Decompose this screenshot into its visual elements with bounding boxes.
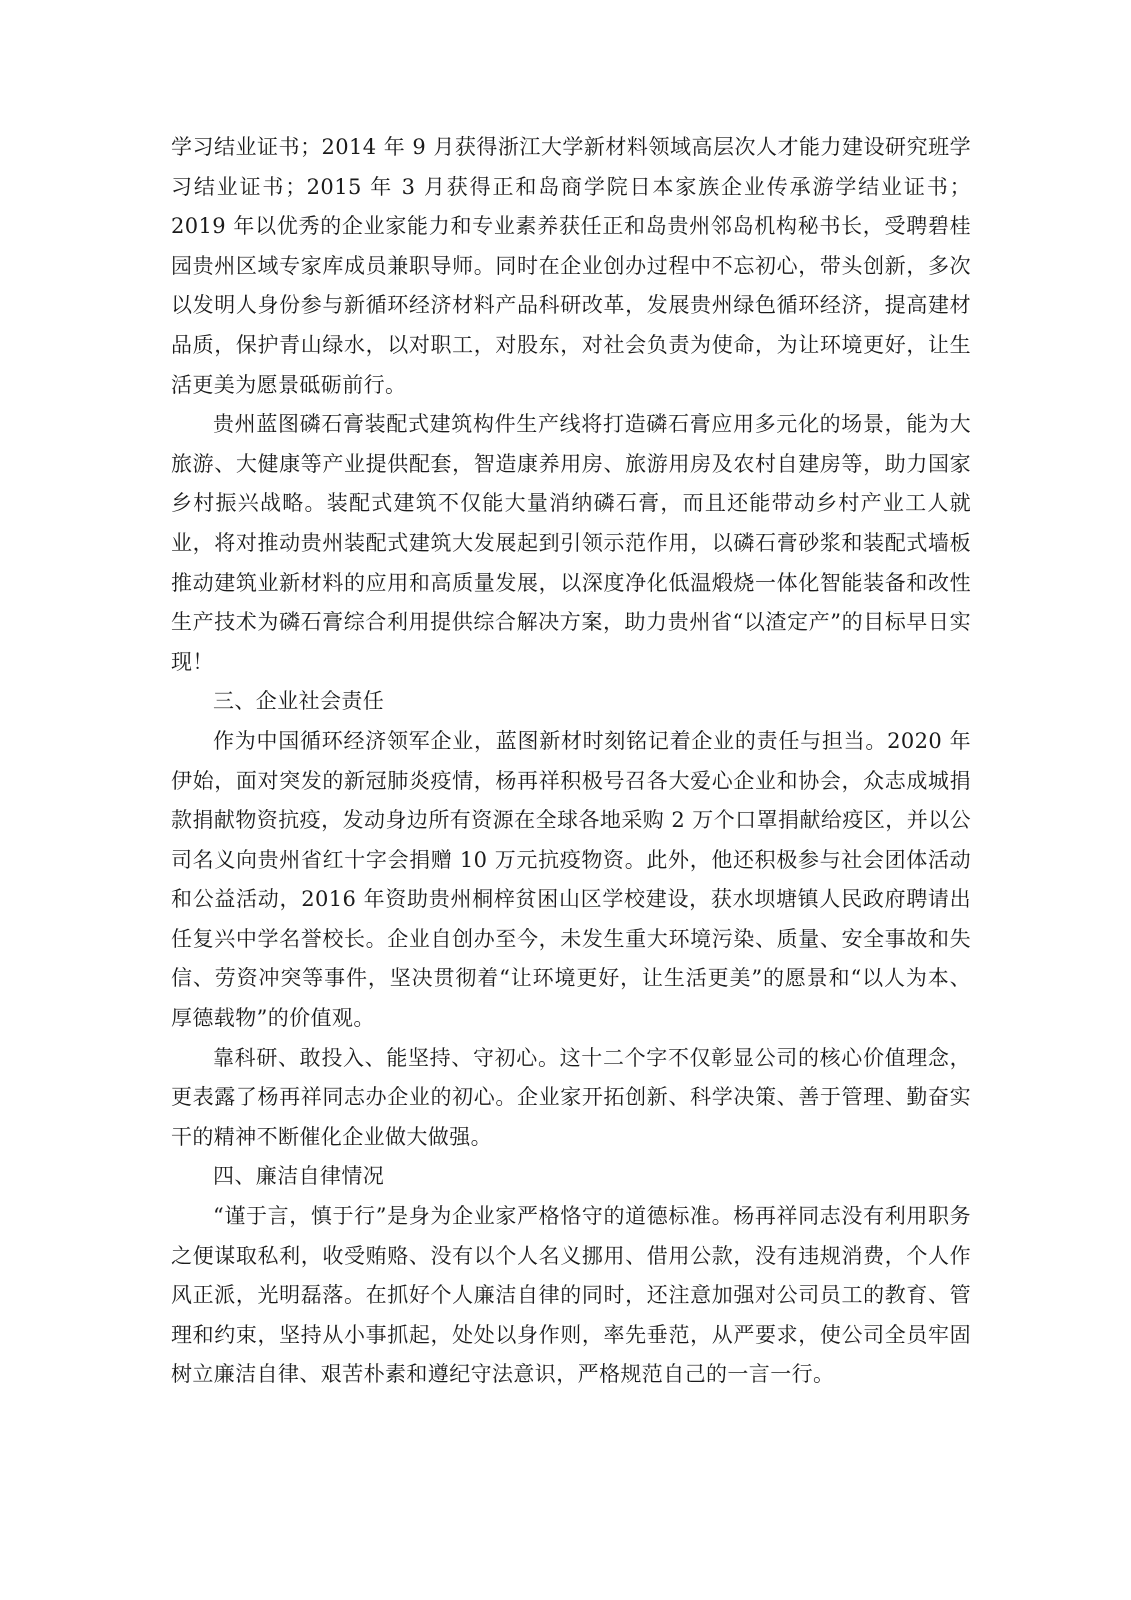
section-heading-social-responsibility: 三、企业社会责任 <box>213 689 385 714</box>
paragraph-integrity: “谨于言，慎于行”是身为企业家严格恪守的道德标准。杨再祥同志没有利用职务之便谋取私利，收受贿赂、没有以个人名义挪用、借用公款，没有违规消费，个人作风正派，光明磊落。在抓好个人廉洁自律的同时，还注意加强对公司员工的教育、管理和约束，坚持从小事抓起，处处以身作则，率先垂范，从严要求，使公司全员牢固树立廉洁自律、艰苦朴素和遵纪守法意识，严格规范自己的一言一行。 <box>171 1204 971 1387</box>
document-body <box>171 128 971 1395</box>
paragraph-production-line: 贵州蓝图磷石膏装配式建筑构件生产线将打造磷石膏应用多元化的场景，能为大旅游、大健康等产业提供配套，智造康养用房、旅游用房及农村自建房等，助力国家乡村振兴战略。装配式建筑不仅能大量消纳磷石膏，而且还能带动乡村产业工人就业，将对推动贵州装配式建筑大发展起到引领示范作用，以磷石膏砂浆和装配式墙板推动建筑业新材料的应用和高质量发展，以深度净化低温煅烧一体化智能装备和改性生产技术为磷石膏综合利用提供综合解决方案，助力贵州省“以渣定产”的目标早日实现！ <box>171 412 971 674</box>
section-heading-integrity: 四、廉洁自律情况 <box>213 1164 385 1189</box>
paragraph-core-values: 靠科研、敢投入、能坚持、守初心。这十二个字不仅彰显公司的核心价值理念，更表露了杨再祥同志办企业的初心。企业家开拓创新、科学决策、善于管理、勤奋实干的精神不断催化企业做大做强。 <box>171 1045 971 1149</box>
paragraph-social-responsibility: 作为中国循环经济领军企业，蓝图新材时刻铭记着企业的责任与担当。2020 年伊始，面对突发的新冠肺炎疫情，杨再祥积极号召各大爱心企业和协会，众志成城捐款捐献物资抗疫，发动身边所有资源在全球各地采购 2 万个口罩捐献给疫区，并以公司名义向贵州省红十字会捐赠 10 万元抗疫物资。此外，他还积极参与社会团体活动和公益活动，2016 年资助贵州桐梓贫困山区学校建设，获水坝塘镇人民政府聘请出任复兴中学名誉校长。企业自创办至今，未发生重大环境污染、质量、安全事故和失信、劳资冲突等事件，坚决贯彻着“让环境更好，让生活更美”的愿景和“以人为本、厚德载物”的价值观。 <box>171 728 971 1031</box>
paragraph-continuation: 学习结业证书；2014 年 9 月获得浙江大学新材料领域高层次人才能力建设研究班学习结业证书；2015 年 3 月获得正和岛商学院日本家族企业传承游学结业证书；2019 年以优秀的企业家能力和专业素养获任正和岛贵州邻岛机构秘书长，受聘碧桂园贵州区域专家库成员兼职导师。同时在企业创办过程中不忘初心，带头创新，多次以发明人身份参与新循环经济材料产品科研改革，发展贵州绿色循环经济，提高建材品质，保护青山绿水，以对职工，对股东，对社会负责为使命，为让环境更好，让生活更美为愿景砥砺前行。 <box>171 135 971 397</box>
